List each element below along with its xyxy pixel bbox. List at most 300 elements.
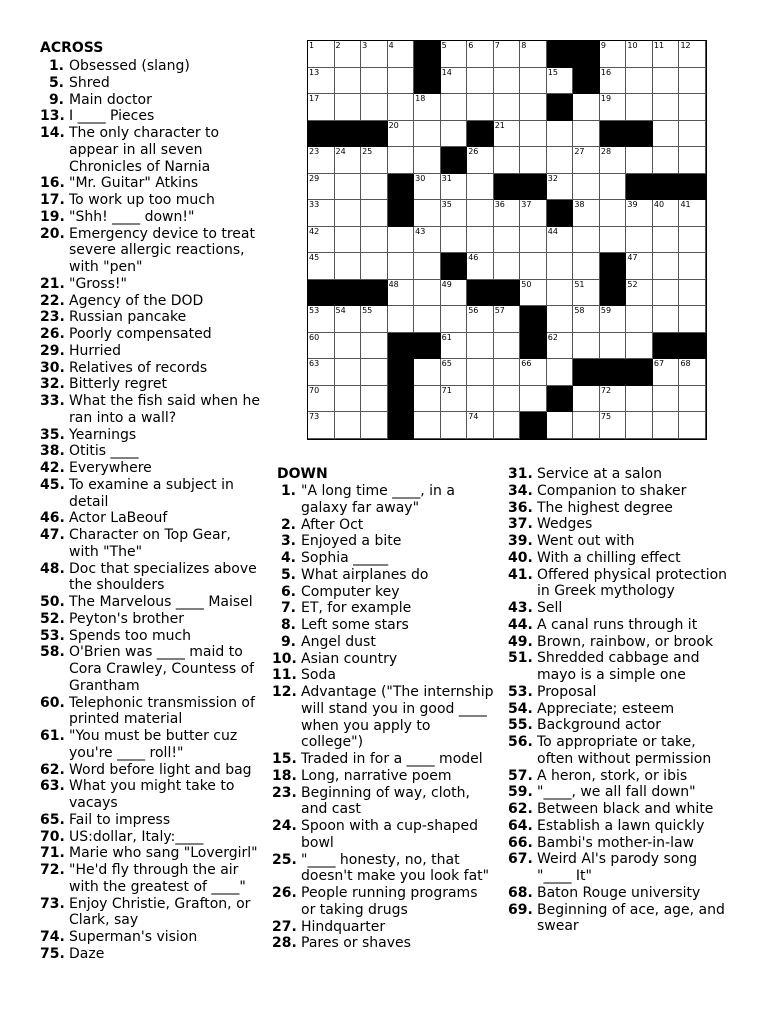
- clue-item[interactable]: [272, 600, 508, 617]
- clue-text: Went out with: [537, 533, 635, 549]
- grid-cell[interactable]: [679, 253, 706, 280]
- clue-number: 24.: [272, 818, 297, 834]
- clue-item[interactable]: [508, 717, 744, 734]
- grid-cell[interactable]: [335, 68, 362, 95]
- grid-cell[interactable]: [308, 253, 335, 280]
- grid-block: [494, 174, 521, 201]
- clue-number: 22.: [40, 292, 65, 309]
- clue-item[interactable]: [40, 862, 276, 896]
- grid-cell[interactable]: [467, 147, 494, 174]
- grid-cell[interactable]: [308, 174, 335, 201]
- grid-cell[interactable]: [653, 306, 680, 333]
- clue-item[interactable]: [508, 500, 744, 517]
- grid-cell[interactable]: [467, 333, 494, 360]
- grid-cell[interactable]: [335, 94, 362, 121]
- grid-cell[interactable]: [308, 359, 335, 386]
- grid-cell[interactable]: [414, 280, 441, 307]
- grid-cell[interactable]: [361, 68, 388, 95]
- grid-cell[interactable]: [494, 333, 521, 360]
- clue-item[interactable]: [40, 812, 276, 829]
- grid-cell[interactable]: [600, 227, 627, 254]
- clue-item[interactable]: [508, 634, 744, 651]
- grid-cell[interactable]: [388, 121, 415, 148]
- grid-cell[interactable]: [388, 306, 415, 333]
- grid-cell[interactable]: [653, 412, 680, 439]
- grid-cell[interactable]: [361, 174, 388, 201]
- clue-item[interactable]: [40, 929, 276, 946]
- grid-cell[interactable]: [547, 68, 574, 95]
- grid-cell[interactable]: [573, 412, 600, 439]
- grid-cell[interactable]: [467, 306, 494, 333]
- clue-number: 3.: [280, 533, 296, 550]
- clue-number: 19.: [40, 208, 65, 225]
- grid-cell[interactable]: [547, 174, 574, 201]
- grid-cell[interactable]: [573, 306, 600, 333]
- grid-cell[interactable]: [520, 227, 547, 254]
- grid-cell[interactable]: [679, 147, 706, 174]
- grid-cell[interactable]: [308, 333, 335, 360]
- clue-item[interactable]: [508, 684, 744, 701]
- clue-item[interactable]: [40, 293, 276, 310]
- grid-cell[interactable]: [414, 200, 441, 227]
- grid-cell[interactable]: [679, 280, 706, 307]
- grid-cell[interactable]: [467, 227, 494, 254]
- grid-cell[interactable]: [441, 121, 468, 148]
- down-clue-list-col1: [272, 483, 508, 952]
- grid-cell[interactable]: [520, 253, 547, 280]
- grid-cell[interactable]: [361, 359, 388, 386]
- clue-text: Spoon with a cup-shaped bowl: [301, 818, 479, 851]
- grid-cell[interactable]: [467, 94, 494, 121]
- grid-cell[interactable]: [626, 333, 653, 360]
- cell-number: 4: [388, 41, 394, 50]
- grid-cell[interactable]: [626, 280, 653, 307]
- grid-cell[interactable]: [414, 253, 441, 280]
- grid-cell[interactable]: [467, 386, 494, 413]
- grid-cell[interactable]: [679, 41, 706, 68]
- grid-cell[interactable]: [494, 253, 521, 280]
- clue-item[interactable]: [508, 701, 744, 718]
- clue-item[interactable]: [40, 125, 276, 175]
- clue-number: 37.: [508, 516, 533, 533]
- clue-number: 60.: [40, 694, 65, 711]
- grid-cell[interactable]: [547, 227, 574, 254]
- grid-cell[interactable]: [361, 306, 388, 333]
- clue-item[interactable]: [40, 276, 276, 293]
- grid-cell[interactable]: [653, 359, 680, 386]
- clue-item[interactable]: [272, 517, 508, 534]
- clue-item[interactable]: [40, 594, 276, 611]
- grid-cell[interactable]: [308, 227, 335, 254]
- grid-cell[interactable]: [467, 412, 494, 439]
- grid-cell[interactable]: [335, 253, 362, 280]
- grid-cell[interactable]: [679, 306, 706, 333]
- clue-item[interactable]: [40, 427, 276, 444]
- grid-cell[interactable]: [626, 227, 653, 254]
- grid-cell[interactable]: [653, 147, 680, 174]
- grid-cell[interactable]: [547, 253, 574, 280]
- grid-cell[interactable]: [467, 68, 494, 95]
- grid-cell[interactable]: [679, 121, 706, 148]
- clue-item[interactable]: [40, 946, 276, 963]
- grid-cell[interactable]: [626, 68, 653, 95]
- grid-cell[interactable]: [573, 386, 600, 413]
- grid-cell[interactable]: [520, 94, 547, 121]
- grid-cell[interactable]: [494, 94, 521, 121]
- grid-cell[interactable]: [626, 94, 653, 121]
- clue-item[interactable]: [40, 360, 276, 377]
- clue-item[interactable]: [40, 762, 276, 779]
- clue-item[interactable]: [508, 600, 744, 617]
- grid-cell[interactable]: [600, 412, 627, 439]
- grid-cell[interactable]: [494, 359, 521, 386]
- clue-item[interactable]: [272, 584, 508, 601]
- grid-cell[interactable]: [626, 41, 653, 68]
- grid-cell[interactable]: [494, 41, 521, 68]
- grid-cell[interactable]: [626, 386, 653, 413]
- grid-cell[interactable]: [308, 306, 335, 333]
- grid-cell[interactable]: [626, 200, 653, 227]
- grid-cell[interactable]: [494, 68, 521, 95]
- grid-cell[interactable]: [653, 280, 680, 307]
- clue-item[interactable]: [272, 818, 508, 852]
- clue-text: I ____ Pieces: [69, 108, 155, 125]
- grid-cell[interactable]: [600, 386, 627, 413]
- clue-item[interactable]: [508, 483, 744, 500]
- grid-cell[interactable]: [494, 121, 521, 148]
- grid-cell[interactable]: [467, 200, 494, 227]
- grid-cell[interactable]: [467, 359, 494, 386]
- grid-cell[interactable]: [388, 41, 415, 68]
- clue-item[interactable]: [40, 611, 276, 628]
- clue-item[interactable]: [508, 466, 744, 483]
- clue-text: Daze: [69, 945, 105, 962]
- clue-item[interactable]: [40, 326, 276, 343]
- clue-item[interactable]: [508, 818, 744, 835]
- grid-cell[interactable]: [600, 200, 627, 227]
- grid-cell[interactable]: [494, 386, 521, 413]
- grid-cell[interactable]: [547, 333, 574, 360]
- grid-cell[interactable]: [414, 386, 441, 413]
- grid-cell[interactable]: [441, 41, 468, 68]
- grid-cell[interactable]: [335, 227, 362, 254]
- grid-cell[interactable]: [388, 280, 415, 307]
- grid-cell[interactable]: [361, 386, 388, 413]
- clue-item[interactable]: [40, 845, 276, 862]
- grid-cell[interactable]: [679, 227, 706, 254]
- cell-number: 50: [521, 279, 532, 289]
- clue-item[interactable]: [40, 644, 276, 694]
- clue-item[interactable]: [272, 634, 508, 651]
- grid-cell[interactable]: [520, 359, 547, 386]
- clue-item[interactable]: [272, 533, 508, 550]
- grid-cell[interactable]: [573, 174, 600, 201]
- grid-cell[interactable]: [679, 386, 706, 413]
- grid-cell[interactable]: [600, 306, 627, 333]
- grid-cell[interactable]: [441, 412, 468, 439]
- clue-item[interactable]: [508, 533, 744, 550]
- clue-item[interactable]: [40, 58, 276, 75]
- clue-item[interactable]: [40, 896, 276, 930]
- grid-cell[interactable]: [547, 359, 574, 386]
- grid-cell[interactable]: [653, 386, 680, 413]
- grid-cell[interactable]: [494, 200, 521, 227]
- grid-cell[interactable]: [573, 253, 600, 280]
- clue-item[interactable]: [272, 885, 508, 919]
- grid-cell[interactable]: [361, 333, 388, 360]
- grid-cell[interactable]: [361, 253, 388, 280]
- clue-item[interactable]: [508, 567, 744, 601]
- clue-item[interactable]: [40, 192, 276, 209]
- grid-cell[interactable]: [361, 41, 388, 68]
- grid-cell[interactable]: [600, 41, 627, 68]
- grid-cell[interactable]: [653, 68, 680, 95]
- grid-cell[interactable]: [547, 412, 574, 439]
- clue-item[interactable]: [272, 567, 508, 584]
- grid-cell[interactable]: [494, 306, 521, 333]
- clue-item[interactable]: [508, 734, 744, 768]
- clue-item[interactable]: [508, 617, 744, 634]
- grid-cell[interactable]: [520, 68, 547, 95]
- grid-cell[interactable]: [441, 359, 468, 386]
- clue-item[interactable]: [40, 226, 276, 276]
- clue-item[interactable]: [272, 651, 508, 668]
- grid-cell[interactable]: [361, 147, 388, 174]
- grid-cell[interactable]: [520, 41, 547, 68]
- clue-item[interactable]: [40, 376, 276, 393]
- grid-cell[interactable]: [414, 306, 441, 333]
- clue-item[interactable]: [40, 443, 276, 460]
- grid-cell[interactable]: [308, 412, 335, 439]
- clue-item[interactable]: [508, 851, 744, 885]
- grid-cell[interactable]: [600, 174, 627, 201]
- grid-cell[interactable]: [547, 306, 574, 333]
- clue-item[interactable]: [508, 768, 744, 785]
- clue-item[interactable]: [272, 935, 508, 952]
- grid-cell[interactable]: [335, 412, 362, 439]
- grid-cell[interactable]: [547, 147, 574, 174]
- clue-item[interactable]: [508, 516, 744, 533]
- grid-cell[interactable]: [308, 200, 335, 227]
- grid-cell[interactable]: [467, 253, 494, 280]
- clue-item[interactable]: [272, 667, 508, 684]
- grid-cell[interactable]: [388, 253, 415, 280]
- grid-cell[interactable]: [441, 386, 468, 413]
- clue-item[interactable]: [40, 510, 276, 527]
- clue-item[interactable]: [40, 108, 276, 125]
- grid-cell[interactable]: [308, 386, 335, 413]
- clue-item[interactable]: [272, 768, 508, 785]
- grid-cell[interactable]: [520, 121, 547, 148]
- grid-cell[interactable]: [388, 94, 415, 121]
- grid-cell[interactable]: [441, 333, 468, 360]
- clue-item[interactable]: [40, 92, 276, 109]
- grid-cell[interactable]: [653, 94, 680, 121]
- grid-cell[interactable]: [520, 280, 547, 307]
- grid-cell[interactable]: [335, 359, 362, 386]
- clue-item[interactable]: [40, 75, 276, 92]
- grid-cell[interactable]: [441, 306, 468, 333]
- grid-block: [626, 174, 653, 201]
- clue-item[interactable]: [40, 695, 276, 729]
- grid-cell[interactable]: [573, 200, 600, 227]
- grid-cell[interactable]: [573, 280, 600, 307]
- cell-number: 49: [441, 279, 452, 289]
- grid-cell[interactable]: [573, 121, 600, 148]
- grid-cell[interactable]: [626, 147, 653, 174]
- grid-cell[interactable]: [335, 174, 362, 201]
- grid-cell[interactable]: [653, 227, 680, 254]
- cell-number: 12: [680, 41, 691, 50]
- grid-cell[interactable]: [494, 227, 521, 254]
- grid-cell[interactable]: [414, 174, 441, 201]
- clue-text: A canal runs through it: [537, 616, 698, 633]
- grid-cell[interactable]: [573, 147, 600, 174]
- grid-cell[interactable]: [335, 41, 362, 68]
- grid-cell[interactable]: [308, 147, 335, 174]
- clue-text: Sophia _____: [301, 550, 389, 566]
- clue-item[interactable]: [40, 460, 276, 477]
- cell-number: 66: [521, 359, 532, 369]
- grid-block: [308, 280, 335, 307]
- grid-cell[interactable]: [653, 121, 680, 148]
- cell-number: 53: [309, 306, 320, 316]
- cell-number: 42: [309, 226, 320, 236]
- grid-cell[interactable]: [441, 68, 468, 95]
- clue-item[interactable]: [508, 784, 744, 801]
- grid-cell[interactable]: [653, 41, 680, 68]
- grid-cell[interactable]: [335, 306, 362, 333]
- grid-block: [520, 306, 547, 333]
- clue-number: 6.: [280, 583, 296, 600]
- grid-cell[interactable]: [361, 200, 388, 227]
- clue-item[interactable]: [272, 617, 508, 634]
- clue-item[interactable]: [40, 393, 276, 427]
- grid-cell[interactable]: [653, 253, 680, 280]
- clue-item[interactable]: [272, 684, 508, 751]
- cell-number: 5: [441, 41, 447, 50]
- clue-item[interactable]: [272, 785, 508, 819]
- grid-cell[interactable]: [600, 94, 627, 121]
- grid-cell[interactable]: [414, 121, 441, 148]
- grid-cell[interactable]: [547, 280, 574, 307]
- clue-item[interactable]: [40, 309, 276, 326]
- grid-cell[interactable]: [414, 412, 441, 439]
- grid-cell[interactable]: [308, 94, 335, 121]
- grid-cell[interactable]: [388, 227, 415, 254]
- clue-item[interactable]: [40, 829, 276, 846]
- grid-cell[interactable]: [547, 121, 574, 148]
- clue-item[interactable]: [272, 852, 508, 886]
- grid-cell[interactable]: [308, 41, 335, 68]
- grid-cell[interactable]: [308, 68, 335, 95]
- grid-cell[interactable]: [414, 94, 441, 121]
- grid-cell[interactable]: [573, 333, 600, 360]
- clue-item[interactable]: [40, 477, 276, 511]
- grid-cell[interactable]: [441, 280, 468, 307]
- grid-cell[interactable]: [414, 359, 441, 386]
- grid-cell[interactable]: [600, 147, 627, 174]
- clue-item[interactable]: [40, 527, 276, 561]
- clue-item[interactable]: [508, 801, 744, 818]
- grid-cell[interactable]: [361, 94, 388, 121]
- clue-item[interactable]: [508, 885, 744, 902]
- grid-cell[interactable]: [520, 200, 547, 227]
- grid-cell[interactable]: [414, 227, 441, 254]
- clue-item[interactable]: [508, 550, 744, 567]
- cell-number: 30: [415, 173, 426, 183]
- grid-cell[interactable]: [441, 94, 468, 121]
- clue-item[interactable]: [40, 209, 276, 226]
- cell-number: 28: [600, 147, 612, 157]
- clue-item[interactable]: [508, 902, 744, 936]
- clue-item[interactable]: [40, 628, 276, 645]
- clue-number: 38.: [40, 443, 65, 460]
- grid-cell[interactable]: [441, 174, 468, 201]
- grid-block: [361, 121, 388, 148]
- grid-cell[interactable]: [335, 200, 362, 227]
- grid-cell[interactable]: [653, 200, 680, 227]
- clue-item[interactable]: [508, 835, 744, 852]
- clue-number: 11.: [272, 667, 297, 684]
- grid-cell[interactable]: [520, 386, 547, 413]
- grid-cell[interactable]: [494, 412, 521, 439]
- grid-cell[interactable]: [335, 333, 362, 360]
- grid-cell[interactable]: [600, 68, 627, 95]
- grid-cell[interactable]: [335, 147, 362, 174]
- clue-item[interactable]: [40, 175, 276, 192]
- clue-item[interactable]: [272, 550, 508, 567]
- clue-number: 20.: [40, 225, 65, 242]
- grid-cell[interactable]: [494, 147, 521, 174]
- grid-cell[interactable]: [679, 94, 706, 121]
- grid-cell[interactable]: [467, 174, 494, 201]
- clue-item[interactable]: [508, 650, 744, 684]
- grid-cell[interactable]: [520, 147, 547, 174]
- grid-cell[interactable]: [361, 412, 388, 439]
- clue-item[interactable]: [40, 728, 276, 762]
- clue-text: Yearnings: [69, 426, 137, 443]
- grid-cell[interactable]: [600, 333, 627, 360]
- grid-cell[interactable]: [335, 386, 362, 413]
- grid-cell[interactable]: [679, 359, 706, 386]
- grid-cell[interactable]: [441, 227, 468, 254]
- grid-cell[interactable]: [573, 227, 600, 254]
- grid-cell[interactable]: [441, 200, 468, 227]
- clue-item[interactable]: [272, 483, 508, 517]
- grid-cell[interactable]: [679, 68, 706, 95]
- grid-cell[interactable]: [679, 412, 706, 439]
- grid-cell[interactable]: [626, 253, 653, 280]
- clue-text: Word before light and bag: [69, 761, 252, 778]
- grid-cell[interactable]: [467, 41, 494, 68]
- grid-cell[interactable]: [679, 200, 706, 227]
- grid-cell[interactable]: [626, 306, 653, 333]
- crossword-grid[interactable]: [307, 40, 707, 440]
- grid-cell[interactable]: [361, 227, 388, 254]
- grid-cell[interactable]: [388, 68, 415, 95]
- clue-number: 16.: [40, 175, 65, 192]
- clue-item[interactable]: [272, 751, 508, 768]
- clue-item[interactable]: [272, 919, 508, 936]
- grid-cell[interactable]: [414, 147, 441, 174]
- grid-cell[interactable]: [573, 94, 600, 121]
- clue-item[interactable]: [40, 778, 276, 812]
- grid-cell[interactable]: [388, 147, 415, 174]
- clue-item[interactable]: [40, 561, 276, 595]
- clue-item[interactable]: [40, 343, 276, 360]
- grid-cell[interactable]: [626, 412, 653, 439]
